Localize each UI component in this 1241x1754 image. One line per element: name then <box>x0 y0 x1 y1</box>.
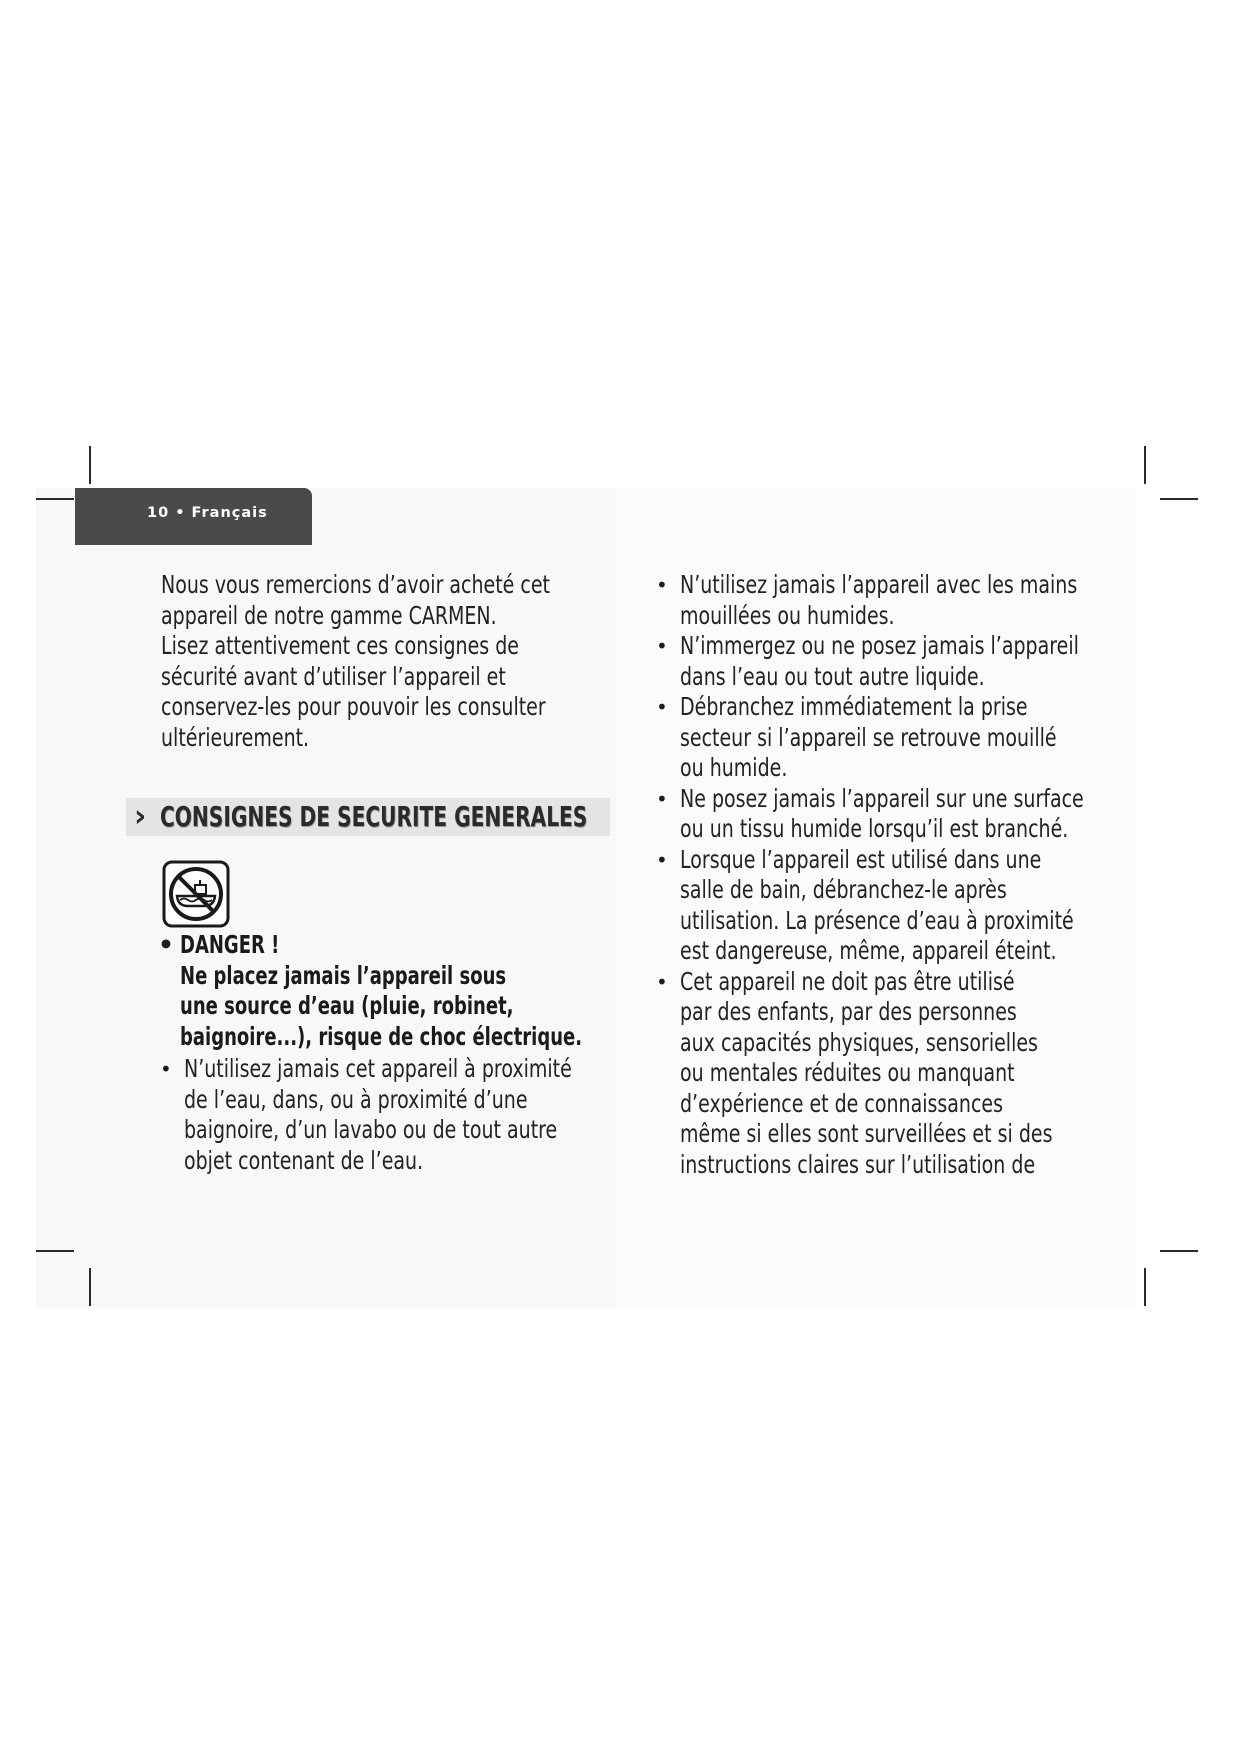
list-item <box>656 692 1211 784</box>
page-tab <box>75 488 312 545</box>
list-item-line: baignoire, d’un lavabo ou de tout autre <box>184 1115 558 1144</box>
crop-mark <box>89 1268 91 1306</box>
intro-line: Lisez attentivement ces consignes de <box>161 631 519 660</box>
crop-mark <box>1144 446 1146 484</box>
crop-mark <box>36 1250 74 1252</box>
crop-mark <box>1160 1250 1198 1252</box>
list-item-line: est dangereuse, même, appareil éteint. <box>680 936 1057 965</box>
list-item <box>656 967 1211 1181</box>
list-item-line: ou humide. <box>680 753 788 782</box>
safety-list-right <box>656 570 1211 1180</box>
chevron-right-icon: › <box>134 799 147 834</box>
bullet: • <box>656 847 668 872</box>
bullet: • <box>656 786 668 811</box>
list-item-line: par des enfants, par des personnes <box>680 997 1017 1026</box>
crop-mark <box>1144 1268 1146 1306</box>
intro-paragraph <box>161 570 550 753</box>
page-number-language: 10 • Français <box>147 505 268 521</box>
list-item <box>656 570 1211 631</box>
intro-line: Nous vous remercions d’avoir acheté cet <box>161 570 551 599</box>
list-item-line: dans l’eau ou tout autre liquide. <box>680 661 985 691</box>
safety-list-left <box>160 1054 694 1176</box>
list-item-line: N’utilisez jamais cet appareil à proximité <box>184 1054 572 1083</box>
list-item-line: Ne posez jamais l’appareil sur une surface <box>680 783 1084 813</box>
danger-line: Ne placez jamais l’appareil sous <box>180 960 507 990</box>
list-item-line: Cet appareil ne doit pas être utilisé <box>680 966 1015 996</box>
intro-line: ultérieurement. <box>161 722 310 752</box>
intro-line: conservez-les pour pouvoir les consulter <box>161 692 546 721</box>
list-item-line: salle de bain, débranchez-le après <box>680 875 1007 904</box>
list-item-line: d’expérience et de connaissances <box>680 1088 1004 1118</box>
list-item <box>160 1054 694 1176</box>
list-item-line: de l’eau, dans, ou à proximité d’une <box>184 1084 528 1114</box>
bullet: • <box>158 930 174 959</box>
list-item-line: même si elles sont surveillées et si des <box>680 1119 1053 1148</box>
list-item <box>656 631 1211 692</box>
list-item-line: Lorsque l’appareil est utilisé dans une <box>680 844 1042 874</box>
bullet: • <box>656 634 668 658</box>
danger-line: une source d’eau (pluie, robinet, <box>180 991 514 1020</box>
section-heading: CONSIGNES DE SECURITE GENERALES <box>160 800 588 833</box>
crop-mark <box>1160 498 1198 500</box>
section-heading-bar <box>126 798 610 836</box>
list-item-line: N’utilisez jamais l’appareil avec les mains <box>680 570 1078 599</box>
list-item-line: N’immergez ou ne posez jamais l’appareil <box>680 631 1079 660</box>
list-item <box>656 784 1211 845</box>
bullet: • <box>656 969 668 994</box>
crop-mark <box>89 446 91 484</box>
list-item-line: ou un tissu humide lorsqu’il est branché. <box>680 814 1069 843</box>
list-item-line: secteur si l’appareil se retrouve mouillé <box>680 722 1057 752</box>
danger-warning <box>158 930 738 1052</box>
danger-line: baignoire...), risque de choc électrique. <box>180 1021 583 1051</box>
list-item-line: instructions claires sur l’utilisation de <box>680 1149 1036 1179</box>
crop-mark <box>36 498 74 500</box>
bullet: • <box>656 695 668 719</box>
bullet: • <box>656 573 668 597</box>
intro-line: sécurité avant d’utiliser l’appareil et <box>161 661 506 691</box>
list-item <box>656 845 1211 967</box>
list-item-line: utilisation. La présence d’eau à proximité <box>680 905 1074 935</box>
bullet: • <box>160 1057 172 1081</box>
intro-line: appareil de notre gamme CARMEN. <box>161 600 497 630</box>
list-item-line: objet contenant de l’eau. <box>184 1145 424 1175</box>
list-item-line: ou mentales réduites ou manquant <box>680 1058 1015 1087</box>
no-bath-water-icon <box>162 860 230 928</box>
list-item-line: aux capacités physiques, sensorielles <box>680 1027 1038 1057</box>
list-item-line: mouillées ou humides. <box>680 600 895 630</box>
list-item-line: Débranchez immédiatement la prise <box>680 692 1028 721</box>
danger-title: DANGER ! <box>180 930 280 959</box>
